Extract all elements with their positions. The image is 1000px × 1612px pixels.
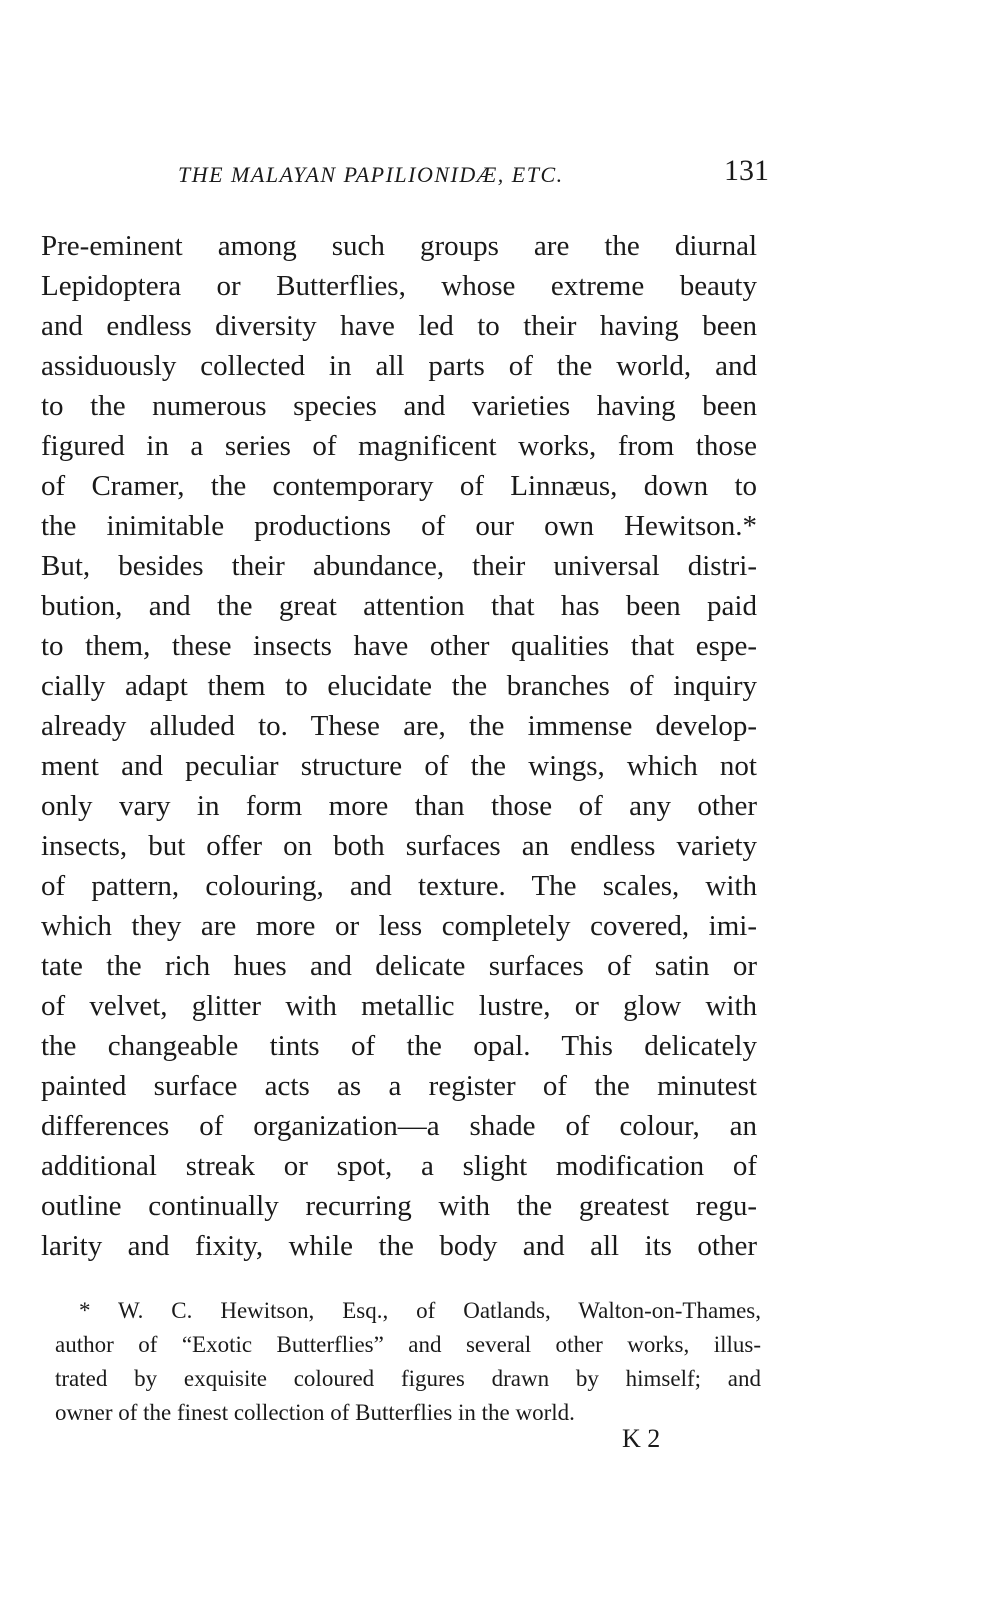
text-line: ment and peculiar structure of the wings, which not xyxy=(41,750,757,782)
text-line: the inimitable productions of our own Hewitson.* xyxy=(41,510,757,542)
text-line: bution, and the great attention that has been paid xyxy=(41,590,757,622)
footnote xyxy=(55,1294,761,1430)
text-line: cially adapt them to elucidate the branches of inquiry xyxy=(41,670,757,702)
text-line: larity and fixity, while the body and all its other xyxy=(41,1230,757,1262)
text-line: only vary in form more than those of any other xyxy=(41,790,757,822)
text-line: painted surface acts as a register of the minutest xyxy=(41,1070,757,1102)
text-line: of Cramer, the contemporary of Linnæus, down to xyxy=(41,470,757,502)
text-line: the changeable tints of the opal. This delicately xyxy=(41,1030,757,1062)
text-line: Lepidoptera or Butterflies, whose extreme beauty xyxy=(41,270,757,302)
text-line: already alluded to. These are, the immense develop- xyxy=(41,710,757,742)
text-line: of velvet, glitter with metallic lustre, or glow with xyxy=(41,990,757,1022)
text-line: tate the rich hues and delicate surfaces of satin or xyxy=(41,950,757,982)
text-line: differences of organization—a shade of colour, an xyxy=(41,1110,757,1142)
footnote-line: author of “Exotic Butterflies” and several other works, illus- xyxy=(55,1332,761,1357)
text-line: to the numerous species and varieties having been xyxy=(41,390,757,422)
text-line: which they are more or less completely covered, imi- xyxy=(41,910,757,942)
text-line: figured in a series of magnificent works, from those xyxy=(41,430,757,462)
page-number: 131 xyxy=(724,154,769,187)
footnote-line: trated by exquisite coloured figures drawn by himself; and xyxy=(55,1366,761,1391)
footnote-line: * W. C. Hewitson, Esq., of Oatlands, Walton-on-Thames, xyxy=(79,1298,761,1323)
running-head: THE MALAYAN PAPILIONIDÆ, ETC. xyxy=(178,162,564,187)
signature-mark: K 2 xyxy=(622,1424,661,1453)
body-paragraph xyxy=(41,226,757,1266)
text-line: additional streak or spot, a slight modification of xyxy=(41,1150,757,1182)
text-line: insects, but offer on both surfaces an endless variety xyxy=(41,830,757,862)
footnote-line: owner of the finest collection of Butterflies in the world. xyxy=(55,1400,575,1425)
text-line: But, besides their abundance, their universal distri- xyxy=(41,550,757,582)
text-line: to them, these insects have other qualities that espe- xyxy=(41,630,757,662)
text-line: outline continually recurring with the greatest regu- xyxy=(41,1190,757,1222)
text-line: and endless diversity have led to their having been xyxy=(41,310,757,342)
text-line: of pattern, colouring, and texture. The scales, with xyxy=(41,870,757,902)
text-line: Pre-eminent among such groups are the diurnal xyxy=(41,230,757,262)
text-line: assiduously collected in all parts of the world, and xyxy=(41,350,757,382)
